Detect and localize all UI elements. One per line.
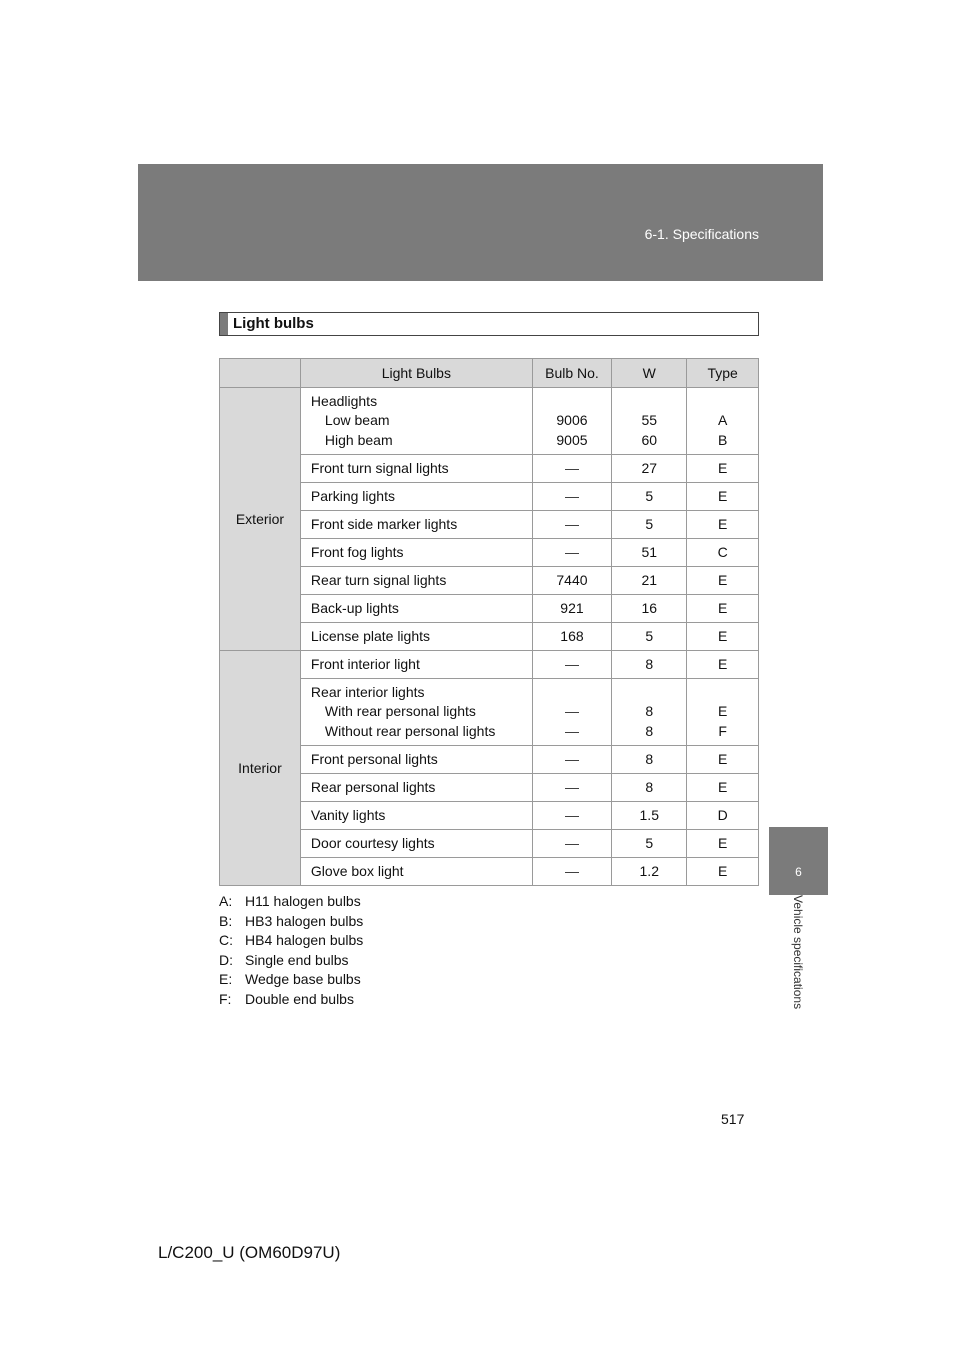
row-type: E bbox=[687, 623, 759, 651]
row-bulb-no: — bbox=[532, 455, 611, 483]
table-row bbox=[220, 802, 759, 830]
row-type: E bbox=[687, 651, 759, 679]
chapter-title: Vehicle specifications bbox=[791, 895, 805, 1010]
row-name: License plate lights bbox=[300, 623, 532, 651]
bulb-type-legend bbox=[219, 892, 363, 1009]
section-title: Light bulbs bbox=[233, 315, 314, 332]
row-name: Front fog lights bbox=[300, 539, 532, 567]
row-w: 8 8 bbox=[612, 679, 687, 746]
row-bulb-no: — bbox=[532, 802, 611, 830]
chapter-tab bbox=[769, 827, 828, 895]
category-interior: Interior bbox=[220, 651, 301, 886]
table-row bbox=[220, 483, 759, 511]
row-name: Front personal lights bbox=[300, 746, 532, 774]
table-row bbox=[220, 830, 759, 858]
row-name: Rear turn signal lights bbox=[300, 567, 532, 595]
row-type: E bbox=[687, 511, 759, 539]
row-type: E bbox=[687, 567, 759, 595]
row-bulb-no: — bbox=[532, 746, 611, 774]
row-w: 5 bbox=[612, 623, 687, 651]
table-row bbox=[220, 567, 759, 595]
row-name: Parking lights bbox=[300, 483, 532, 511]
row-type: E bbox=[687, 774, 759, 802]
row-type: C bbox=[687, 539, 759, 567]
category-exterior: Exterior bbox=[220, 388, 301, 651]
row-w: 5 bbox=[612, 830, 687, 858]
row-type: D bbox=[687, 802, 759, 830]
header-type: Type bbox=[687, 359, 759, 388]
row-bulb-no: 9006 9005 bbox=[532, 388, 611, 455]
table-header-row bbox=[220, 359, 759, 388]
row-w: 8 bbox=[612, 746, 687, 774]
row-bulb-no: — bbox=[532, 830, 611, 858]
row-name: Vanity lights bbox=[300, 802, 532, 830]
document-code: L/C200_U (OM60D97U) bbox=[158, 1243, 341, 1262]
table-row bbox=[220, 858, 759, 886]
table-row bbox=[220, 746, 759, 774]
header-bulb-no: Bulb No. bbox=[532, 359, 611, 388]
row-type: E bbox=[687, 483, 759, 511]
header-section-label: 6-1. Specifications bbox=[644, 226, 759, 242]
row-bulb-no: — bbox=[532, 483, 611, 511]
row-bulb-no: 7440 bbox=[532, 567, 611, 595]
table-row bbox=[220, 623, 759, 651]
row-w: 5 bbox=[612, 483, 687, 511]
row-bulb-no: — bbox=[532, 511, 611, 539]
light-bulbs-table bbox=[219, 358, 759, 886]
row-name: Front turn signal lights bbox=[300, 455, 532, 483]
row-type: A B bbox=[687, 388, 759, 455]
row-w: 5 bbox=[612, 511, 687, 539]
table-row bbox=[220, 651, 759, 679]
row-w: 51 bbox=[612, 539, 687, 567]
table-row bbox=[220, 595, 759, 623]
row-bulb-no: — bbox=[532, 539, 611, 567]
row-bulb-no: — bbox=[532, 774, 611, 802]
table-row bbox=[220, 455, 759, 483]
table-row bbox=[220, 679, 759, 746]
list-item: A: H11 halogen bulbs bbox=[219, 893, 361, 909]
row-bulb-no: — — bbox=[532, 679, 611, 746]
chapter-title-vertical bbox=[787, 895, 809, 1045]
row-bulb-no: 921 bbox=[532, 595, 611, 623]
list-item: F: Double end bulbs bbox=[219, 990, 354, 1007]
row-w: 1.2 bbox=[612, 858, 687, 886]
table-row bbox=[220, 511, 759, 539]
row-bulb-no: — bbox=[532, 858, 611, 886]
table-row bbox=[220, 388, 759, 455]
table-row bbox=[220, 539, 759, 567]
list-item: E: Wedge base bulbs bbox=[219, 971, 361, 987]
row-name: Rear personal lights bbox=[300, 774, 532, 802]
header-category bbox=[220, 359, 301, 388]
row-w: 21 bbox=[612, 567, 687, 595]
row-type: E bbox=[687, 595, 759, 623]
header-light-bulbs: Light Bulbs bbox=[300, 359, 532, 388]
row-w: 1.5 bbox=[612, 802, 687, 830]
row-type: E bbox=[687, 830, 759, 858]
row-type: E bbox=[687, 746, 759, 774]
table-row bbox=[220, 774, 759, 802]
row-name: Back-up lights bbox=[300, 595, 532, 623]
row-w: 8 bbox=[612, 774, 687, 802]
row-type: E bbox=[687, 455, 759, 483]
chapter-number: 6 bbox=[795, 865, 802, 879]
row-w: 16 bbox=[612, 595, 687, 623]
list-item: B: HB3 halogen bulbs bbox=[219, 912, 364, 929]
row-w: 55 60 bbox=[612, 388, 687, 455]
row-w: 27 bbox=[612, 455, 687, 483]
list-item: D: Single end bulbs bbox=[219, 951, 349, 968]
row-w: 8 bbox=[612, 651, 687, 679]
page-number: 517 bbox=[721, 1111, 745, 1127]
row-name: Headlights Low beam High beam bbox=[300, 388, 532, 455]
section-heading bbox=[219, 312, 759, 336]
row-bulb-no: — bbox=[532, 651, 611, 679]
row-name: Front interior light bbox=[300, 651, 532, 679]
header-w: W bbox=[612, 359, 687, 388]
row-name: Glove box light bbox=[300, 858, 532, 886]
row-name: Front side marker lights bbox=[300, 511, 532, 539]
row-type: E F bbox=[687, 679, 759, 746]
list-item: C: HB4 halogen bulbs bbox=[219, 932, 364, 948]
header-band bbox=[138, 164, 823, 281]
row-type: E bbox=[687, 858, 759, 886]
row-bulb-no: 168 bbox=[532, 623, 611, 651]
row-name: Rear interior lights With rear personal lights Without rear personal lights bbox=[300, 679, 532, 746]
section-marker bbox=[220, 313, 228, 335]
row-name: Door courtesy lights bbox=[300, 830, 532, 858]
